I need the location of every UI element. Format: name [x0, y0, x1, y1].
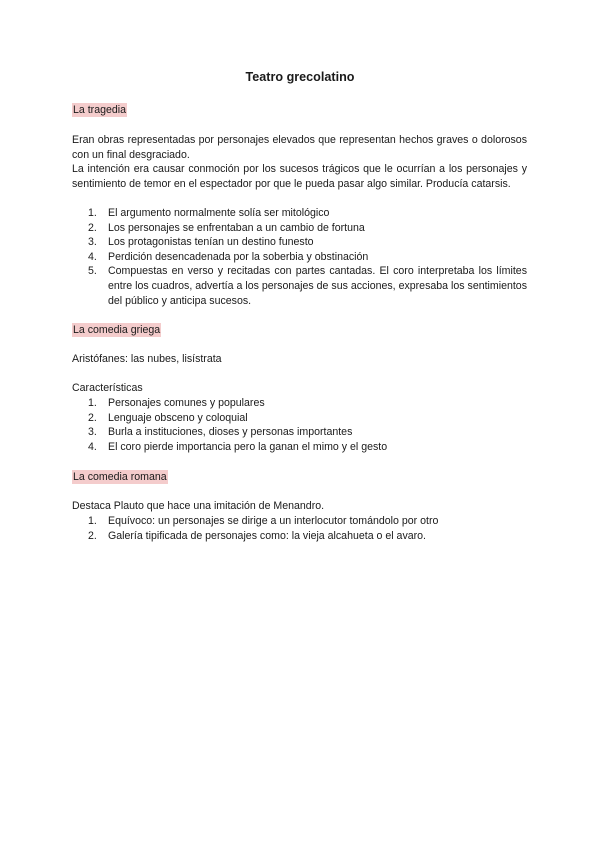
list-item: 3. Los protagonistas tenían un destino funesto [88, 236, 314, 249]
list-item: 1. El argumento normalmente solía ser mitológico [88, 207, 330, 219]
list-item: 3. Burla a instituciones, dioses y personas importantes [88, 426, 353, 439]
tragedia-list [72, 206, 527, 308]
tragedia-paragraph-2: La intención era causar conmoción por los sucesos trágicos que le ocurrían a los personajes y sentimiento de temor en el espectador por que le pueda pasar algo similar. Producía catarsis. [72, 163, 527, 190]
list-item: 1. Equívoco: un personajes se dirige a un interlocutor tomándolo por otro [88, 515, 439, 527]
list-item: 2. Galería tipificada de personajes como: la vieja alcahueta o el avaro. [88, 529, 426, 542]
comedia-romana-list [72, 514, 527, 543]
list-item: 2. Los personajes se enfrentaban a un cambio de fortuna [88, 221, 365, 234]
heading-comedia-griega: La comedia griega [73, 324, 161, 336]
comedia-griega-authors: Aristófanes: las nubes, lisístrata [72, 353, 222, 365]
heading-comedia-romana: La comedia romana [73, 471, 167, 483]
list-item: 1. Personajes comunes y populares [88, 397, 265, 409]
list-item: 2. Lenguaje obsceno y coloquial [88, 411, 248, 424]
comedia-griega-list [72, 396, 527, 454]
list-item: 5. Compuestas en verso y recitadas con partes cantadas. El coro interpretaba los límites entre los cuadros, advertía a los personajes de sus acciones, expresaba los sentimientos del público y anticipa sucesos. [88, 265, 527, 307]
caracteristicas-label: Características [72, 382, 143, 394]
list-item: 4. El coro pierde importancia pero la ganan el mimo y el gesto [88, 440, 388, 453]
comedia-romana-intro: Destaca Plauto que hace una imitación de Menandro. [72, 500, 325, 512]
heading-tragedia: La tragedia [73, 104, 127, 116]
tragedia-paragraph-1: Eran obras representadas por personajes elevados que representan hechos graves o dolorosos con un final desgraciado. [72, 134, 527, 161]
page-title: Teatro grecolatino [245, 70, 355, 84]
list-item: 4. Perdición desencadenada por la soberbia y obstinación [88, 250, 369, 263]
